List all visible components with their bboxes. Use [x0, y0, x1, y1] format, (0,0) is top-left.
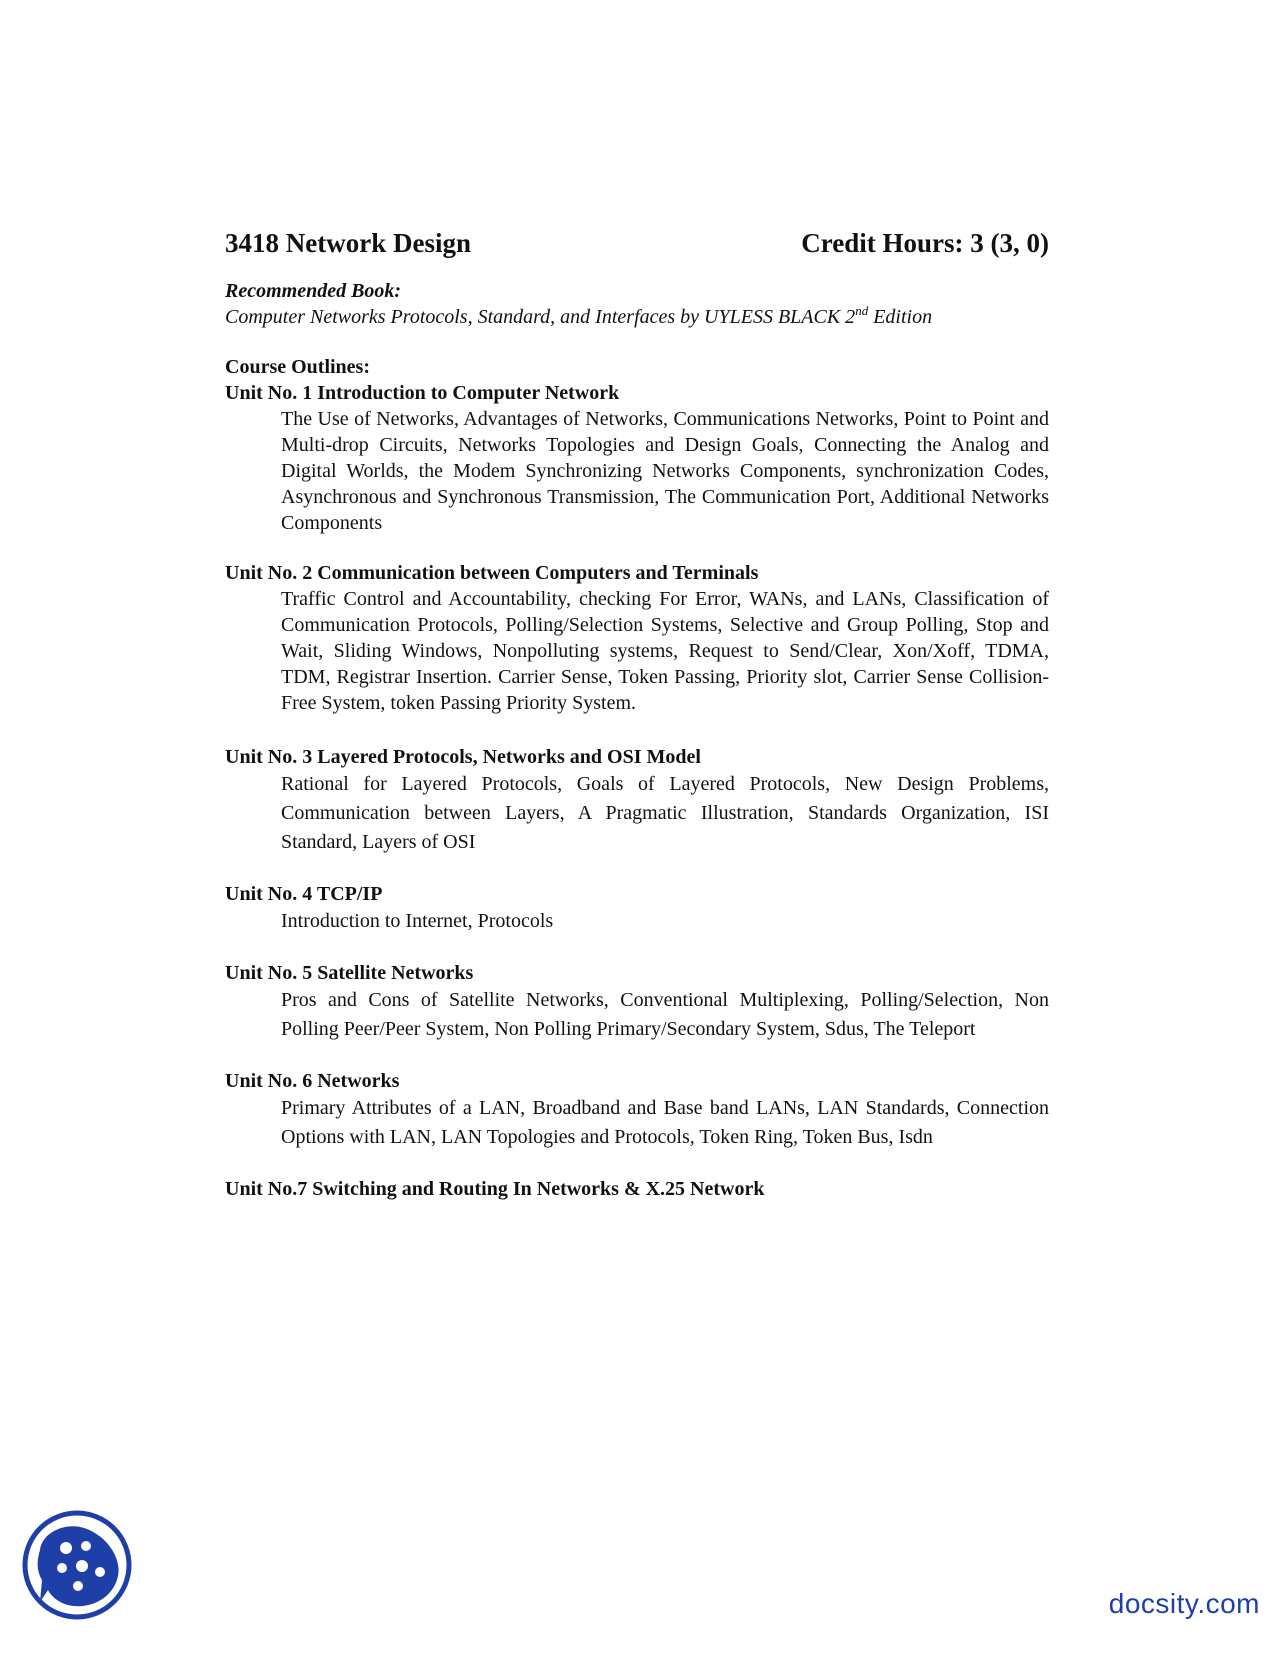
credit-hours: Credit Hours: 3 (3, 0): [801, 228, 1049, 258]
recommended-book-text: [225, 304, 1049, 330]
unit-6-title: Unit No. 6 Networks: [225, 1070, 400, 1092]
unit-2-description: Traffic Control and Accountability, checking For Error, WANs, and LANs, Classification of Communication Protocols, Polling/Selection Systems, Selective and Group Polling, Stop and Wait, Sliding Windows, Nonpolluting systems, Request to Send/Clear, Xon/Xoff, TDMA, TDM, Registrar Insertion. Carrier Sense, Token Passing, Priority slot, Carrier Sense Collision-Free System, token Passing Priority System.: [281, 588, 1049, 714]
course-title: 3418 Network Design: [225, 228, 471, 258]
recommended-book-label: Recommended Book:: [225, 280, 402, 302]
course-outlines-label: Course Outlines:: [225, 356, 370, 378]
edition-superscript: nd: [855, 303, 869, 319]
unit-2-title: Unit No. 2 Communication between Computers and Terminals: [225, 562, 759, 584]
docsity-logo-icon[interactable]: [22, 1510, 132, 1620]
unit-3-title: Unit No. 3 Layered Protocols, Networks and OSI Model: [225, 746, 701, 768]
unit-4-description: Introduction to Internet, Protocols: [281, 910, 554, 932]
unit-3-description: Rational for Layered Protocols, Goals of Layered Protocols, New Design Problems, Communication between Layers, A Pragmatic Illustration, Standards Organization, ISI Standard, Layers of OSI: [281, 773, 1049, 853]
title-row: [225, 222, 1049, 264]
docsity-brand-link[interactable]: docsity.com: [1108, 1588, 1260, 1619]
book-title-suffix: Edition: [868, 306, 933, 328]
unit-1-description: The Use of Networks, Advantages of Networks, Communications Networks, Point to Point and Multi-drop Circuits, Networks Topologies and Design Goals, Connecting the Analog and Digital Worlds, the Modem Synchronizing Networks Components, synchronization Codes, Asynchronous and Synchronous Transmission, The Communication Port, Additional Networks Components: [281, 408, 1049, 534]
unit-1-title: Unit No. 1 Introduction to Computer Network: [225, 382, 620, 404]
document-content: [225, 222, 1049, 1202]
unit-6-description: Primary Attributes of a LAN, Broadband and Base band LANs, LAN Standards, Connection Options with LAN, LAN Topologies and Protocols, Token Ring, Token Bus, Isdn: [281, 1097, 1049, 1148]
book-title-main: Computer Networks Protocols, Standard, and Interfaces by UYLESS BLACK 2: [225, 306, 856, 328]
unit-5-title: Unit No. 5 Satellite Networks: [225, 962, 474, 984]
unit-5-description: Pros and Cons of Satellite Networks, Conventional Multiplexing, Polling/Selection, Non Polling Peer/Peer System, Non Polling Primary/Secondary System, Sdus, The Teleport: [281, 989, 1049, 1040]
unit-7-title: Unit No.7 Switching and Routing In Networks & X.25 Network: [225, 1178, 765, 1200]
unit-4-title: Unit No. 4 TCP/IP: [225, 883, 383, 905]
